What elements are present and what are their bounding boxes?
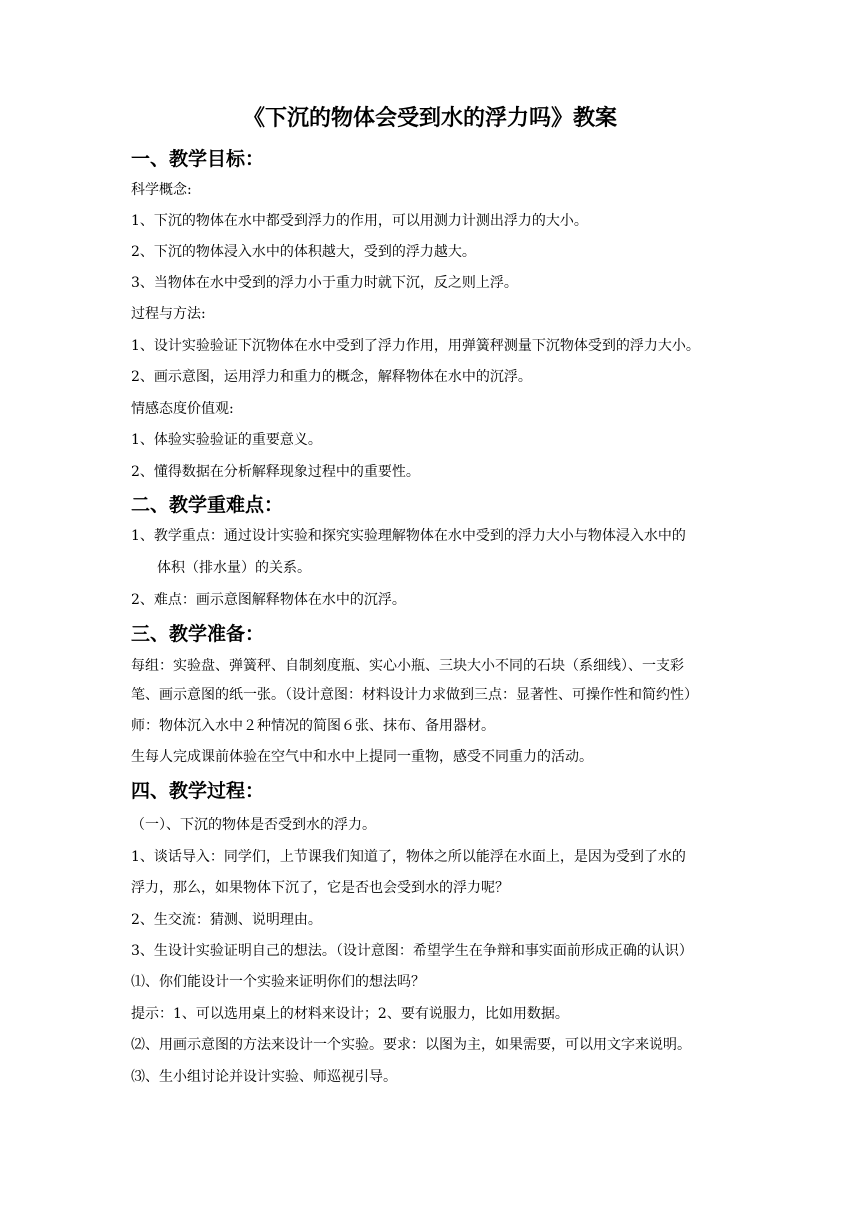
paragraph-line: 3、生设计实验证明自己的想法。（设计意图：希望学生在争辩和事实面前形成正确的认识） [131,943,693,959]
section-heading-process: 四、教学过程： [131,780,265,802]
section-heading-objectives: 一、教学目标： [131,148,265,170]
paragraph-line: 1、教学重点：通过设计实验和探究实验理解物体在水中受到的浮力大小与物体浸入水中的 [131,528,686,544]
paragraph-line: 每组：实验盘、弹簧秤、自制刻度瓶、实心小瓶、三块大小不同的石块（系细线）、一支彩 [131,658,684,674]
paragraph-line: 提示：1、可以选用桌上的材料来设计；2、要有说服力，比如用数据。 [131,1006,569,1022]
paragraph-line: ⑴、你们能设计一个实验来证明你们的想法吗？ [131,974,425,990]
section-heading-key-points: 二、教学重难点： [131,494,284,516]
paragraph-line: 体积（排水量）的关系。 [157,560,311,576]
paragraph-line: 2、下沉的物体浸入水中的体积越大，受到的浮力越大。 [131,244,476,260]
paragraph-line: 2、懂得数据在分析解释现象过程中的重要性。 [131,464,420,480]
document-title: 《下沉的物体会受到水的浮力吗》教案 [242,106,617,131]
paragraph-line: 2、难点：画示意图解释物体在水中的沉浮。 [131,592,406,608]
paragraph-line: ⑵、用画示意图的方法来设计一个实验。要求：以图为主，如果需要，可以用文字来说明。 [131,1037,691,1053]
paragraph-line: 1、下沉的物体在水中都受到浮力的作用，可以用测力计测出浮力的大小。 [131,213,588,229]
paragraph-line: 浮力，那么，如果物体下沉了，它是否也会受到水的浮力呢？ [131,880,509,896]
paragraph-line: 科学概念: [131,182,192,198]
paragraph-line: ⑶、生小组讨论并设计实验、师巡视引导。 [131,1069,397,1085]
paragraph-line: 3、当物体在水中受到的浮力小于重力时就下沉，反之则上浮。 [131,275,518,291]
paragraph-line: 2、生交流：猜测、说明理由。 [131,912,322,928]
section-heading-preparation: 三、教学准备： [131,623,265,645]
paragraph-line: 过程与方法: [131,306,206,322]
paragraph-line: 1、设计实验验证下沉物体在水中受到了浮力作用，用弹簧秤测量下沉物体受到的浮力大小。 [131,338,700,354]
paragraph-line: 笔、画示意图的纸一张。（设计意图：材料设计力求做到三点：显著性、可操作性和简约性） [131,687,698,703]
paragraph-line: 1、谈话导入：同学们，上节课我们知道了，物体之所以能浮在水面上，是因为受到了水的 [131,849,686,865]
paragraph-line: 生每人完成课前体验在空气中和水中上提同一重物，感受不同重力的活动。 [131,749,593,765]
paragraph-line: 1、体验实验验证的重要意义。 [131,432,322,448]
paragraph-line: 情感态度价值观: [131,401,234,417]
paragraph-line: 2、画示意图，运用浮力和重力的概念，解释物体在水中的沉浮。 [131,369,532,385]
paragraph-line: （一）、下沉的物体是否受到水的浮力。 [131,817,376,833]
paragraph-line: 师：物体沉入水中２种情况的简图６张、抹布、备用器材。 [131,718,495,734]
